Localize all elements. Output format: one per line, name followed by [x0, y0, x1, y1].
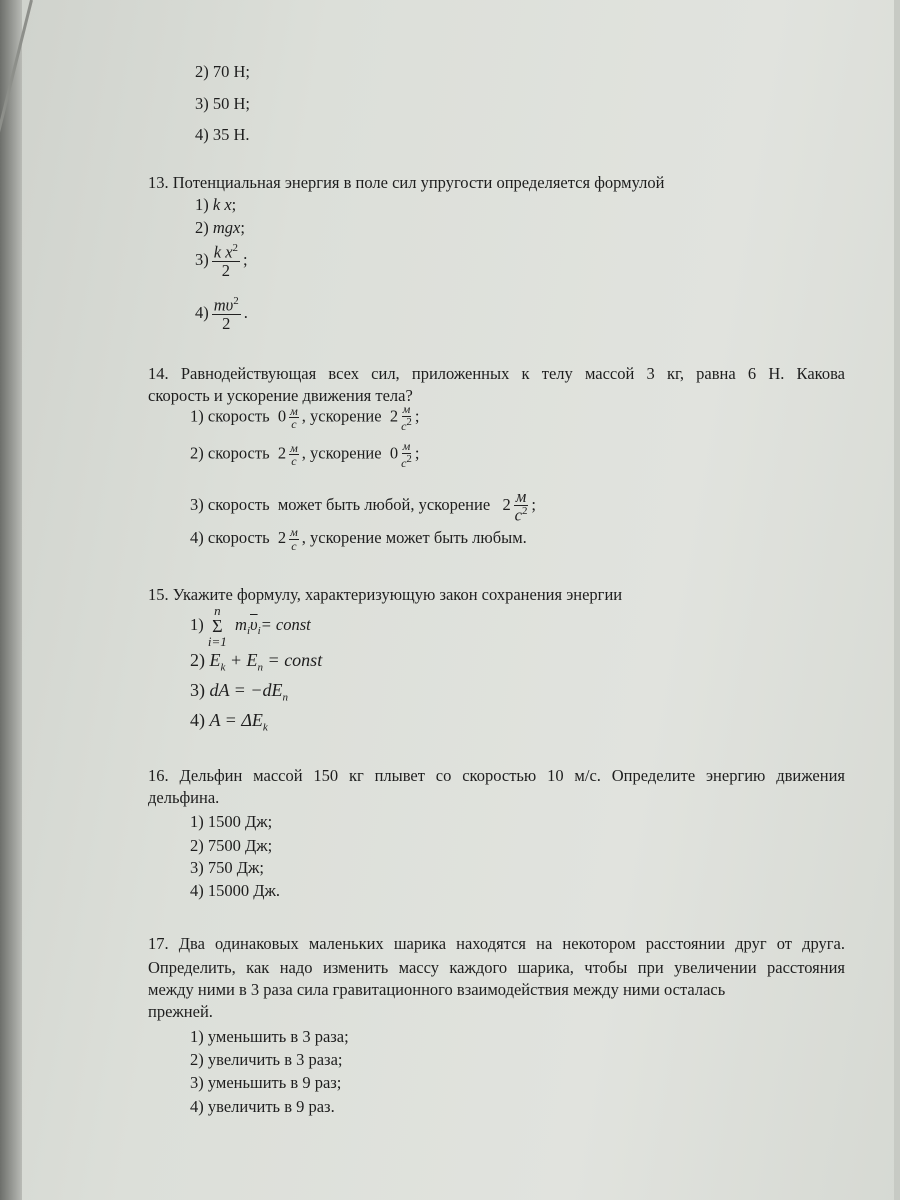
- unit-num: м: [290, 525, 298, 539]
- q16-option-4: 4) 15000 Дж.: [190, 881, 281, 900]
- option-number: 4): [190, 527, 204, 547]
- unit-num: м: [290, 440, 298, 455]
- q12-option-2: 2) 70 Н;: [195, 62, 250, 81]
- punct: ;: [414, 406, 420, 426]
- q17-line-4: прежней.: [148, 1002, 213, 1021]
- numerator: k x: [213, 242, 233, 262]
- page-right-edge: [894, 0, 900, 1200]
- unit-den: с: [291, 538, 297, 553]
- option-number: 1): [190, 614, 204, 634]
- sum-symbol: n Σ i=1: [207, 603, 227, 649]
- unit-den: с: [291, 454, 297, 469]
- unit-num: м: [402, 439, 411, 453]
- label: скорость: [207, 406, 270, 426]
- formula: dA = −dE: [209, 680, 283, 700]
- fraction: [212, 296, 241, 332]
- q16-option-3: 3) 750 Дж;: [190, 858, 264, 877]
- label: скорость может быть любой, ускорение: [207, 494, 491, 514]
- q17-line-2: Определить, как надо изменить массу каждого шарика, чтобы при увеличении расстояния: [148, 958, 845, 977]
- numerator: mυ: [213, 295, 234, 315]
- punct: ;: [240, 218, 245, 237]
- vector: $\overline{\upsilon}$: [250, 614, 258, 634]
- q17-option-1: 1) уменьшить в 3 раза;: [190, 1027, 349, 1046]
- q16-option-1: 1) 1500 Дж;: [190, 812, 273, 831]
- denominator: 2: [221, 260, 231, 280]
- option-number: 4): [190, 710, 205, 730]
- formula: A = ΔE: [209, 710, 263, 730]
- denominator: 2: [222, 313, 231, 333]
- q14-option-3: [190, 488, 536, 524]
- value: 2: [502, 494, 511, 514]
- q13-option-4: [195, 296, 248, 332]
- label: , ускорение может быть любым.: [301, 527, 527, 547]
- formula: = const: [260, 614, 311, 634]
- sum-bottom: i=1: [207, 634, 227, 649]
- q15-option-4: [190, 710, 268, 738]
- q14-option-1: [190, 403, 420, 432]
- q16-line-2: дельфина.: [148, 788, 220, 807]
- label: , ускорение: [301, 406, 382, 426]
- exponent: 2: [233, 295, 239, 307]
- exponent: 2: [521, 505, 528, 518]
- q15-option-3: [190, 680, 288, 708]
- q15-option-1: [190, 604, 311, 648]
- punct: ;: [243, 249, 248, 269]
- q12-option-4: 4) 35 Н.: [195, 125, 250, 144]
- formula: m: [235, 614, 247, 634]
- q15-title: 15. Укажите формулу, характеризующую закон сохранения энергии: [148, 585, 623, 604]
- unit: [401, 440, 412, 469]
- option-number: 3): [190, 680, 205, 700]
- value: 2: [277, 527, 287, 547]
- value: 2: [277, 443, 287, 463]
- option-number: 1): [195, 195, 209, 214]
- subscript: k: [262, 721, 268, 734]
- unit: [514, 488, 529, 524]
- value: 2: [389, 406, 399, 426]
- unit-num: м: [402, 402, 411, 416]
- value: 0: [389, 443, 399, 463]
- option-number: 3): [195, 249, 209, 269]
- formula: = const: [263, 650, 323, 670]
- q17-option-2: 2) увеличить в 3 раза;: [190, 1050, 343, 1069]
- sum-top: n: [214, 603, 221, 618]
- q13-option-3: [195, 243, 248, 279]
- subscript: i: [257, 625, 261, 638]
- punct: ;: [531, 494, 536, 514]
- unit-num: м: [290, 403, 298, 418]
- unit-den: с: [401, 455, 407, 470]
- q15-option-2: [190, 650, 322, 678]
- option-number: 4): [195, 302, 209, 322]
- formula: + E: [225, 650, 258, 670]
- q16-line-1: 16. Дельфин массой 150 кг плывет со скоростью 10 м/с. Определите энергию движения: [148, 766, 845, 785]
- q13-title: 13. Потенциальная энергия в поле сил упругости определяется формулой: [148, 173, 665, 192]
- label: , ускорение: [301, 443, 382, 463]
- unit-num: м: [515, 487, 527, 506]
- q13-option-1: [195, 195, 236, 215]
- label: скорость: [207, 443, 270, 463]
- option-number: 2): [190, 443, 204, 463]
- exponent: 2: [406, 452, 412, 465]
- option-number: 2): [195, 218, 209, 237]
- formula: mgx: [212, 218, 241, 237]
- q12-option-3: 3) 50 Н;: [195, 94, 250, 113]
- subscript: n: [257, 661, 264, 674]
- unit-den: с: [514, 505, 522, 525]
- subscript: k: [220, 661, 226, 674]
- punct: ;: [414, 443, 420, 463]
- q17-line-1: 17. Два одинаковых маленьких шарика находятся на некотором расстоянии друг от друга.: [148, 934, 845, 953]
- formula: E: [209, 650, 221, 670]
- punct: .: [243, 302, 248, 322]
- q14-option-2: [190, 440, 420, 469]
- unit-den: с: [291, 417, 297, 432]
- unit: [289, 526, 299, 552]
- q14-option-4: [190, 526, 527, 552]
- page-edge-shadow: [0, 0, 22, 1200]
- q17-option-4: 4) увеличить в 9 раз.: [190, 1097, 335, 1116]
- unit: [289, 442, 299, 468]
- exponent: 2: [406, 415, 412, 428]
- value: 0: [277, 406, 287, 426]
- punct: ;: [231, 195, 237, 214]
- exponent: 2: [232, 242, 239, 254]
- fraction: [212, 243, 240, 279]
- option-number: 1): [190, 406, 204, 426]
- subscript: i: [246, 625, 250, 638]
- option-number: 3): [190, 494, 204, 514]
- q13-option-2: [195, 218, 245, 238]
- unit: [289, 405, 299, 431]
- option-number: 2): [190, 650, 205, 670]
- label: скорость: [207, 527, 270, 547]
- subscript: n: [282, 691, 288, 704]
- formula: k x: [212, 195, 232, 214]
- unit: [401, 403, 412, 432]
- unit-den: с: [401, 418, 407, 433]
- q17-line-3: между ними в 3 раза сила гравитационного взаимодействия между ними осталась: [148, 980, 726, 999]
- q14-line-1: 14. Равнодействующая всех сил, приложенных к телу массой 3 кг, равна 6 Н. Какова: [148, 364, 845, 383]
- q14-line-2: скорость и ускорение движения тела?: [148, 386, 413, 405]
- q16-option-2: 2) 7500 Дж;: [190, 836, 273, 855]
- q17-option-3: 3) уменьшить в 9 раз;: [190, 1073, 342, 1092]
